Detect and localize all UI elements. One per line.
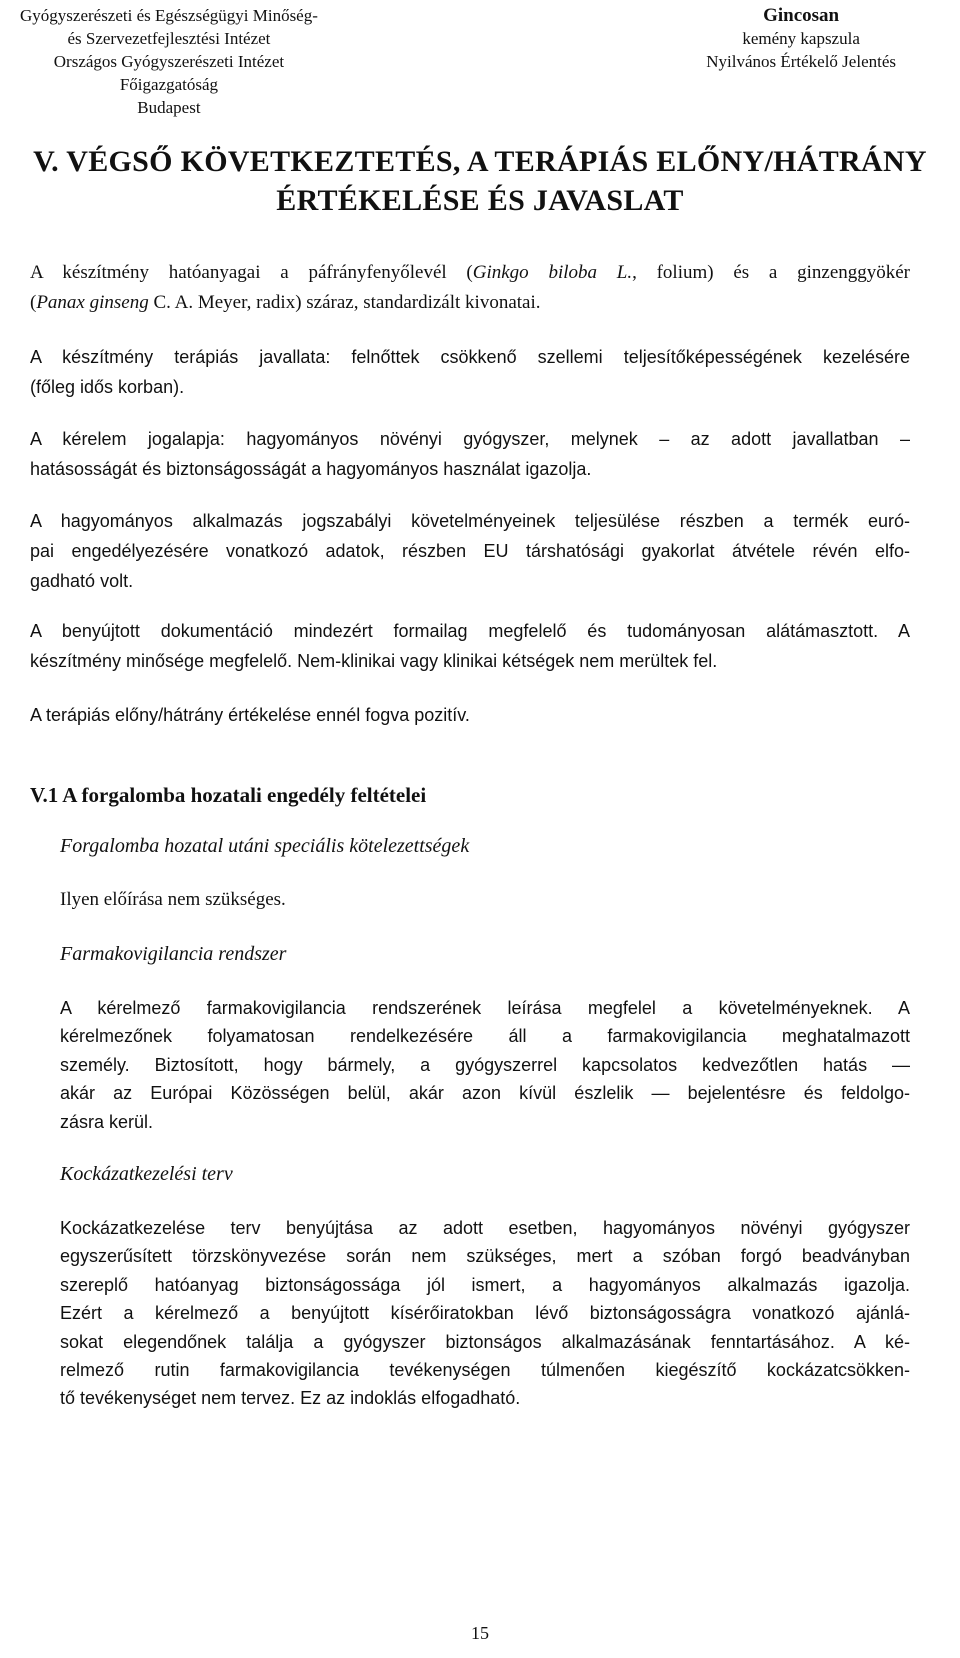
paragraph-line: pai engedélyezésére vonatkozó adatok, részben EU társhatósági gyakorlat átvétele révén elfo- — [30, 541, 910, 561]
latin-name: Ginkgo biloba L. — [472, 262, 633, 283]
paragraph-line: hatásosságát és biztonságosságát a hagyományos használat igazolja. — [30, 459, 592, 479]
paragraph-line: gadható volt. — [30, 571, 134, 591]
latin-name: Panax ginseng — [36, 292, 149, 313]
subheading-pharmacovigilance: Farmakovigilancia rendszer — [60, 943, 287, 965]
paragraph-line: sokat elegendőnek találja a gyógyszer biztonságos alkalmazásának fenntartásához. A ké- — [60, 1331, 910, 1352]
paragraph-line: A készítmény terápiás javallata: felnőttek csökkenő szellemi teljesítőképességének kezelésére — [30, 347, 910, 367]
paragraph-line: Kockázatkezelése terv benyújtása az adott esetben, hagyományos növényi gyógyszer — [60, 1218, 910, 1238]
paragraph-line: A terápiás előny/hátrány értékelése ennél fogva pozitív. — [30, 705, 470, 725]
paragraph-line: zásra kerül. — [60, 1111, 154, 1132]
paragraph-line: Ezért a kérelmező a benyújtott kísérőiratokban lévő biztonságosságra vonatkozó ajánlá- — [60, 1303, 910, 1324]
text-run: C. A. Meyer, radix) száraz, standardizált kivonatai. — [148, 292, 541, 313]
paragraph-active-ingredients — [30, 258, 910, 318]
paragraph-line: A hagyományos alkalmazás jogszabályi követelményeinek teljesülése részben a termék euró- — [30, 511, 910, 531]
paragraph-line: tő tevékenységet nem tervez. Ez az indoklás elfogadható. — [60, 1388, 521, 1409]
paragraph-traditional-use — [30, 506, 910, 596]
text-risk-management — [60, 1214, 910, 1413]
text-obligations: Ilyen előírása nem szükséges. — [60, 889, 286, 910]
text-run: ( — [30, 292, 37, 313]
paragraph-line — [30, 258, 910, 288]
product-form: kemény kapszula — [742, 29, 860, 48]
subheading-risk-management: Kockázatkezelési terv — [60, 1163, 233, 1185]
paragraph-line: szereplő hatóanyag biztonságossága jól ismert, a hagyományos alkalmazás igazolja. — [60, 1274, 910, 1295]
section-heading: V.1 A forgalomba hozatali engedély feltételei — [30, 783, 427, 807]
header-left-line: Országos Gyógyszerészeti Intézet — [53, 52, 285, 71]
paragraph-line: A kérelmező farmakovigilancia rendszerének leírása megfelel a követelményeknek. A — [60, 998, 910, 1018]
header-institution — [20, 4, 318, 119]
paragraph-documentation — [30, 616, 910, 676]
paragraph-line: személy. Biztosított, hogy bármely, a gyógyszerrel kapcsolatos kedvezőtlen hatás — — [60, 1054, 910, 1075]
text-pharmacovigilance — [60, 994, 910, 1136]
paragraph-line: készítmény minősége megfelelő. Nem-klinikai vagy klinikai kétségek nem merültek fel. — [30, 651, 718, 671]
paragraph-line: A benyújtott dokumentáció mindezért formailag megfelelő és tudományosan alátámasztott. A — [30, 621, 910, 641]
subheading-obligations: Forgalomba hozatal utáni speciális kötelezettségek — [60, 835, 470, 857]
paragraph-legal-basis — [30, 424, 910, 484]
text-run: , folium) és a ginzenggyökér — [632, 262, 911, 283]
text-run: A készítmény hatóanyagai a páfrányfenyőlevél ( — [30, 262, 473, 283]
paragraph-line: (főleg idős korban). — [30, 377, 185, 397]
paragraph-line — [30, 288, 910, 318]
product-name: Gincosan — [763, 5, 840, 26]
report-type: Nyilvános Értékelő Jelentés — [706, 52, 896, 71]
header-left-line: Gyógyszerészeti és Egészségügyi Minőség- — [20, 6, 318, 25]
paragraph-line: A kérelem jogalapja: hagyományos növényi gyógyszer, melynek – az adott javallatban – — [30, 429, 910, 449]
paragraph-line: egyszerűsített törzskönyvezése során nem szükséges, mert a szóban forgó beadványban — [60, 1246, 910, 1267]
header-left-line: Budapest — [137, 98, 201, 117]
title-line: ÉRTÉKELÉSE ÉS JAVASLAT — [276, 184, 684, 217]
paragraph-line: kérelmezőnek folyamatosan rendelkezésére áll a farmakovigilancia meghatalmazott — [60, 1026, 910, 1047]
paragraph-indication — [30, 342, 910, 402]
title-line: V. VÉGSŐ KÖVETKEZTETÉS, A TERÁPIÁS ELŐNY/HÁTRÁNY — [33, 145, 927, 178]
header-left-line: és Szervezetfejlesztési Intézet — [67, 29, 271, 48]
page-title — [0, 142, 960, 220]
paragraph-conclusion — [30, 700, 910, 730]
paragraph-line: akár az Európai Közösségen belül, akár azon kívül észlelik — bejelentésre és feldolgo- — [60, 1083, 910, 1104]
page-number: 15 — [471, 1623, 489, 1643]
paragraph-line: relmező rutin farmakovigilancia tevékenységen túlmenően kiegészítő kockázatcsökken- — [60, 1360, 910, 1381]
header-product — [706, 4, 896, 73]
header-left-line: Főigazgatóság — [119, 75, 219, 94]
